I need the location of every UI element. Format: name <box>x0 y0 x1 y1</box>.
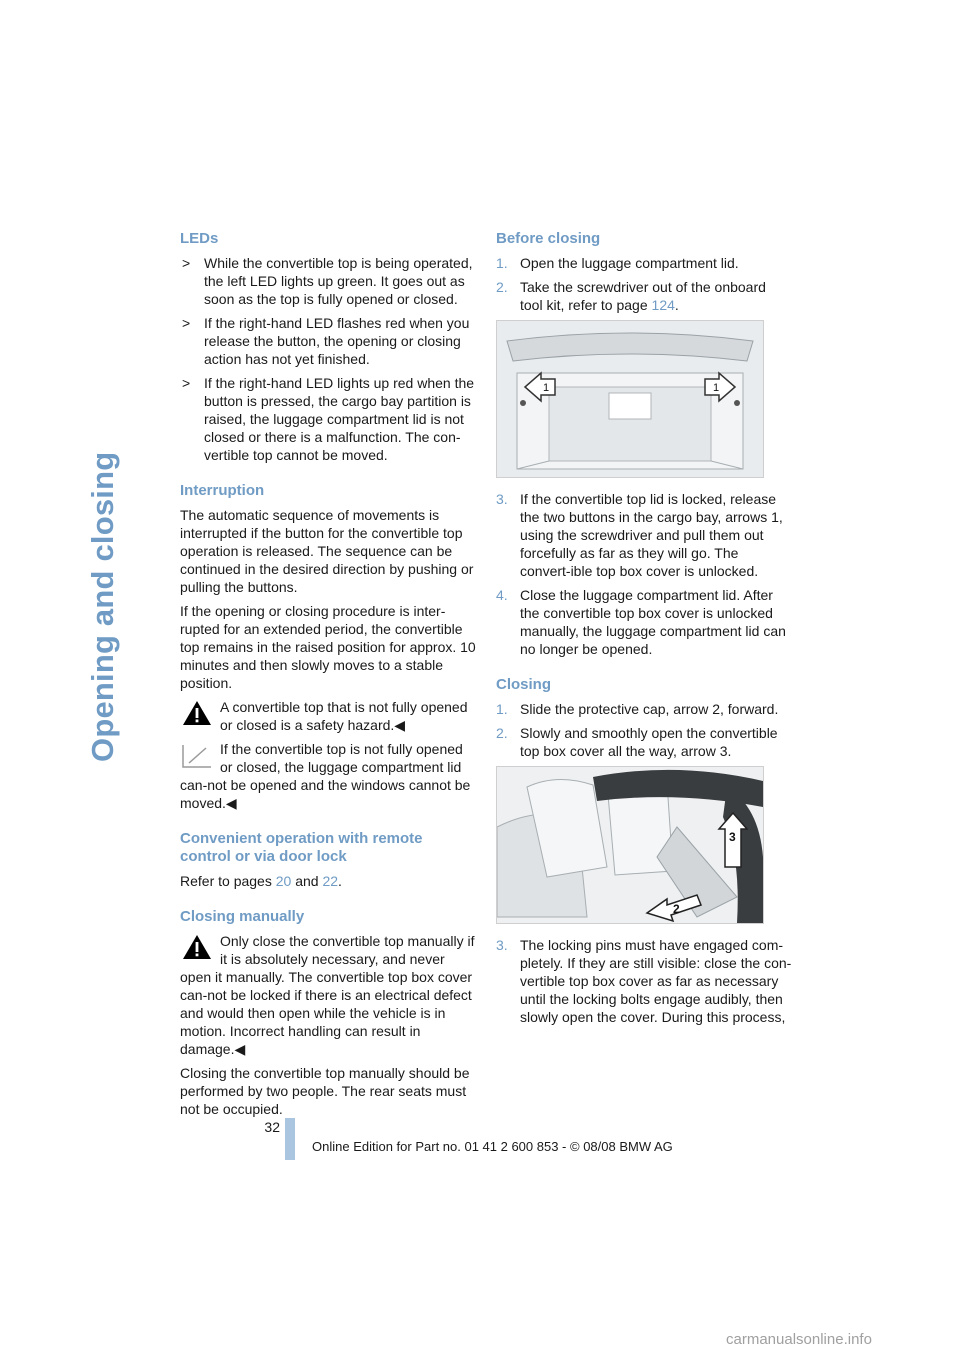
before-closing-section <box>496 230 792 658</box>
closing-section <box>496 676 792 1026</box>
list-item: 1. Slide the protective cap, arrow 2, forward. <box>496 701 779 717</box>
bullet-marker: > <box>182 255 191 271</box>
convenient-paragraph: Refer to pages 20 and 22. <box>180 873 342 889</box>
list-item: 3. The locking pins must have engaged com-pletely. If they are still visible: close the con-vertible top box cover as far as necessary until the locking bolts engage audibly, then slowly open the cover. During this process, <box>496 937 792 1025</box>
list-item: > While the convertible top is being operated, the left LED lights up green. It goes out as soon as the top is fully opened or closed. <box>182 255 473 307</box>
note-icon <box>182 742 212 768</box>
bullet-marker: > <box>182 315 191 331</box>
leds-list <box>180 254 476 464</box>
top-box-cover-drawing <box>497 767 763 923</box>
cargo-bay-illustration <box>496 320 764 478</box>
list-item: 3. If the convertible top lid is locked, release the two buttons in the cargo bay, arrows 1, using the screwdriver and pull them out forcefully as far as they will go. The convert-ible top box cover is unlocked. <box>496 491 783 579</box>
bullet-marker: > <box>182 375 191 391</box>
watermark: carmanualsonline.info <box>726 1331 872 1348</box>
list-item: 2. Take the screwdriver out of the onboard tool kit, refer to page 124. <box>496 279 766 313</box>
note-text: If the convertible top is not fully opened or closed, the luggage compartment lid can-not be opened and the windows cannot be moved.◀ <box>180 741 471 811</box>
leds-section <box>180 230 476 464</box>
side-section-title-text: Opening and closing <box>85 451 120 762</box>
interruption-section <box>180 482 476 812</box>
before-closing-steps <box>496 254 792 314</box>
list-item: > If the right-hand LED flashes red when you release the button, the opening or closing action has not yet finished. <box>182 315 470 367</box>
list-item: 2. Slowly and smoothly open the convertible top box cover all the way, arrow 3. <box>496 725 778 759</box>
before-closing-heading: Before closing <box>496 230 601 247</box>
warning-note <box>180 698 476 734</box>
interruption-heading: Interruption <box>180 482 265 499</box>
footer-edition-text: Online Edition for Part no. 01 41 2 600 853 - © 08/08 BMW AG <box>312 1139 673 1154</box>
leds-heading: LEDs <box>180 230 219 247</box>
interruption-paragraph-1: The automatic sequence of movements is interrupted if the button for the convertible top operation is released. The sequence can be continued in the desired direction by pushing or pulling the buttons. <box>180 507 474 595</box>
closing-manually-heading: Closing manually <box>180 908 305 925</box>
footer-accent-bar <box>285 1118 295 1160</box>
arrow-label: 3 <box>729 830 736 844</box>
warning-text: A convertible top that is not fully opened or closed is a safety hazard.◀ <box>220 699 468 733</box>
page-link-20[interactable]: 20 <box>275 873 292 889</box>
warning-triangle-icon <box>182 700 212 726</box>
closing-steps-continued <box>496 936 792 1026</box>
side-section-title <box>58 232 120 762</box>
page-number: 32 <box>264 1119 280 1135</box>
convenient-heading: Convenient operation with remote control or via door lock <box>180 830 423 865</box>
info-note <box>180 740 476 812</box>
interruption-paragraph-2: If the opening or closing procedure is inter-rupted for an extended period, the convertible top remains in the raised position for approx. 10 minutes and then slowly moves to a stable position. <box>180 603 476 691</box>
warning-text: Only close the convertible top manually if it is absolutely necessary, and never open it manually. The convertible top box cover can-not be locked if there is an electrical defect and would then open while the vehicle is in motion. Incorrect handling can result in damage.◀ <box>180 933 475 1057</box>
closing-manually-section <box>180 908 476 1118</box>
list-item: > If the right-hand LED lights up red when the button is pressed, the cargo bay partition is raised, the luggage compartment lid is not closed or there is a malfunction. The con-vertible top cannot be moved. <box>182 375 475 463</box>
page-link-124[interactable]: 124 <box>651 297 675 313</box>
left-column <box>180 230 476 1136</box>
top-box-cover-illustration <box>496 766 764 924</box>
closing-heading: Closing <box>496 676 551 693</box>
cargo-bay-drawing <box>497 321 763 477</box>
arrow-label: 1 <box>543 382 550 394</box>
warning-triangle-icon <box>182 934 212 960</box>
arrow-label: 2 <box>673 902 680 916</box>
convenient-section <box>180 830 476 890</box>
warning-note <box>180 932 476 1058</box>
page-link-22[interactable]: 22 <box>322 873 339 889</box>
arrow-label: 1 <box>713 382 720 394</box>
closing-steps <box>496 700 792 760</box>
list-item: 1. Open the luggage compartment lid. <box>496 255 739 271</box>
before-closing-steps-continued <box>496 490 792 658</box>
right-column <box>496 230 792 1044</box>
closing-manually-paragraph: Closing the convertible top manually should be performed by two people. The rear seats must not be occupied. <box>180 1065 470 1117</box>
list-item: 4. Close the luggage compartment lid. After the convertible top box cover is unlocked manually, the luggage compartment lid can no longer be opened. <box>496 587 786 657</box>
